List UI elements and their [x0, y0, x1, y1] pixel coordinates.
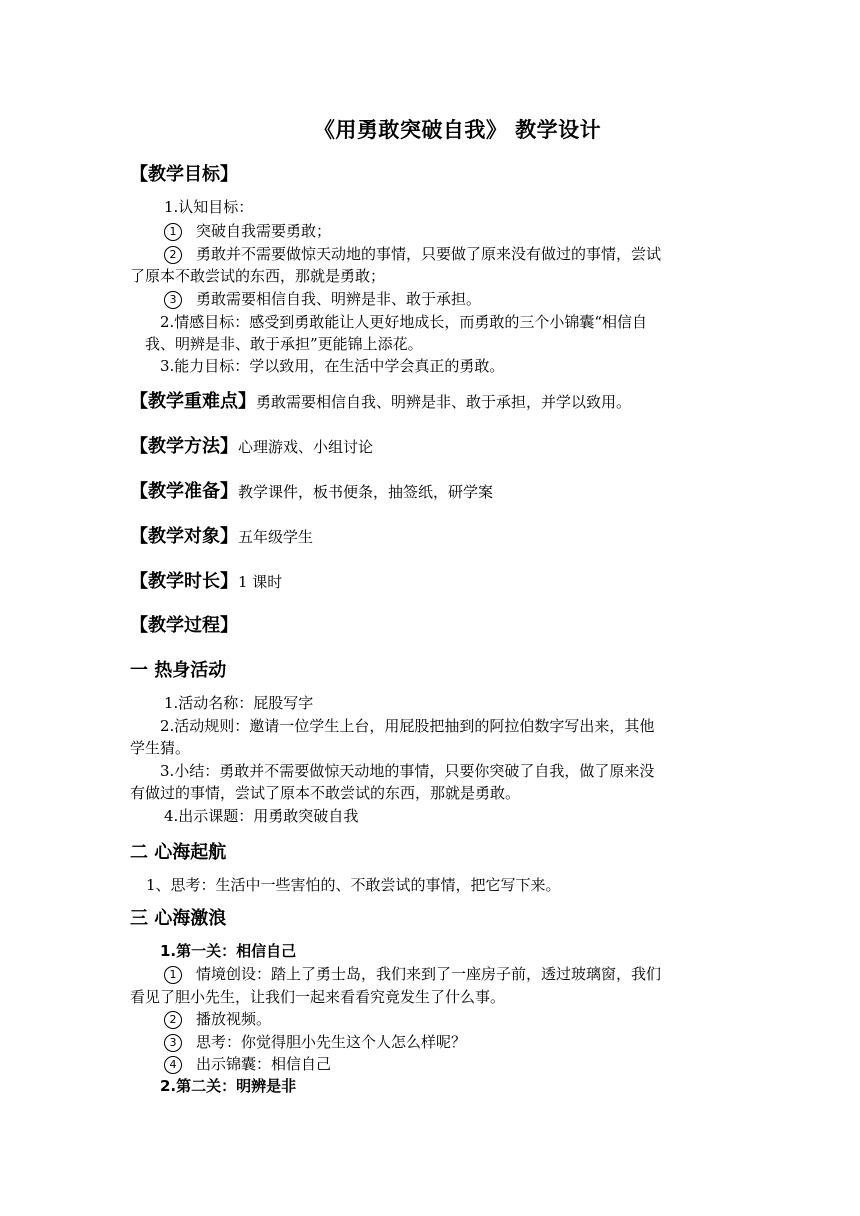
level1-item-continuation: 看见了胆小先生，让我们一起来看看究竟发生了什么事。 [130, 988, 506, 1006]
level2-title: 2.第二关：明辨是非 [160, 1077, 297, 1095]
circled-number: 2 [164, 1011, 182, 1029]
preparation-row [130, 477, 493, 503]
objective-item-text: 勇敢并不需要做惊天动地的事情，只要做了原来没有做过的事情，尝试 [196, 245, 662, 263]
level1-item [164, 1053, 331, 1074]
ability-goal: 3.能力目标：学以致用，在生活中学会真正的勇敢。 [160, 357, 505, 375]
circled-number: 4 [164, 1056, 182, 1074]
objective-item-continuation: 了原本不敢尝试的东西，那就是勇敢； [130, 267, 386, 285]
section1-line: 学生猜。 [130, 739, 191, 757]
section2-line: 1、思考：生活中一些害怕的、不敢尝试的事情，把它写下来。 [146, 876, 561, 894]
audience-row [130, 522, 313, 548]
circled-number: 3 [164, 1034, 182, 1052]
key-points-text: 勇敢需要相信自我、明辨是非、敢于承担，并学以致用。 [256, 393, 632, 411]
key-points-row [130, 387, 631, 413]
section1-line: 2.活动规则：邀请一位学生上台，用屁股把抽到的阿拉伯数字写出来，其他 [160, 717, 655, 735]
circled-number: 3 [164, 291, 182, 309]
audience-text: 五年级学生 [238, 528, 314, 546]
emotion-goal-continuation: 我、明辨是非、敢于承担”更能锦上添花。 [145, 335, 423, 353]
emotion-goal: 2.情感目标：感受到勇敢能让人更好地成长，而勇敢的三个小锦囊“相信自 [160, 313, 647, 331]
level1-item [164, 963, 661, 984]
cognitive-label: 1.认知目标： [164, 198, 254, 216]
section1-line: 有做过的事情，尝试了原本不敢尝试的东西，那就是勇敢。 [130, 784, 521, 802]
methods-text: 心理游戏、小组讨论 [238, 438, 374, 456]
methods-heading: 【教学方法】 [130, 436, 238, 457]
key-points-heading: 【教学重难点】 [130, 391, 256, 412]
section3-heading: 三 心海激浪 [130, 908, 227, 929]
methods-row [130, 432, 373, 458]
circled-number: 1 [164, 966, 182, 984]
objective-item [164, 243, 661, 264]
duration-text: 1 课时 [238, 573, 283, 591]
duration-row [130, 567, 282, 593]
preparation-text: 教学课件，板书便条，抽签纸，研学案 [238, 483, 494, 501]
duration-heading: 【教学时长】 [130, 571, 238, 592]
objective-item [164, 288, 481, 309]
section2-heading: 二 心海起航 [130, 842, 227, 863]
objectives-heading: 【教学目标】 [130, 164, 238, 185]
level1-title: 1.第一关：相信自己 [160, 942, 297, 960]
preparation-heading: 【教学准备】 [130, 481, 238, 502]
objective-item-text: 勇敢需要相信自我、明辨是非、敢于承担。 [196, 290, 482, 308]
section1-line: 1.活动名称：屁股写字 [164, 694, 314, 712]
circled-number: 2 [164, 246, 182, 264]
audience-heading: 【教学对象】 [130, 526, 238, 547]
level1-item-text: 情境创设：踏上了勇士岛，我们来到了一座房子前，透过玻璃窗，我们 [196, 965, 662, 983]
level1-item [164, 1031, 466, 1052]
section1-heading: 一 热身活动 [130, 660, 227, 681]
objective-item [164, 220, 331, 241]
level1-item-text: 思考：你觉得胆小先生这个人怎么样呢？ [196, 1033, 467, 1051]
circled-number: 1 [164, 223, 182, 241]
page-title: 《用勇敢突破自我》 教学设计 [313, 118, 602, 142]
section1-line: 4.出示课题：用勇敢突破自我 [164, 807, 359, 825]
level1-item [164, 1008, 271, 1029]
level1-item-text: 出示锦囊：相信自己 [196, 1055, 332, 1073]
objective-item-text: 突破自我需要勇敢； [196, 222, 332, 240]
section1-line: 3.小结：勇敢并不需要做惊天动地的事情，只要你突破了自我，做了原来没 [160, 762, 655, 780]
level1-item-text: 播放视频。 [196, 1010, 272, 1028]
process-heading: 【教学过程】 [130, 615, 238, 636]
